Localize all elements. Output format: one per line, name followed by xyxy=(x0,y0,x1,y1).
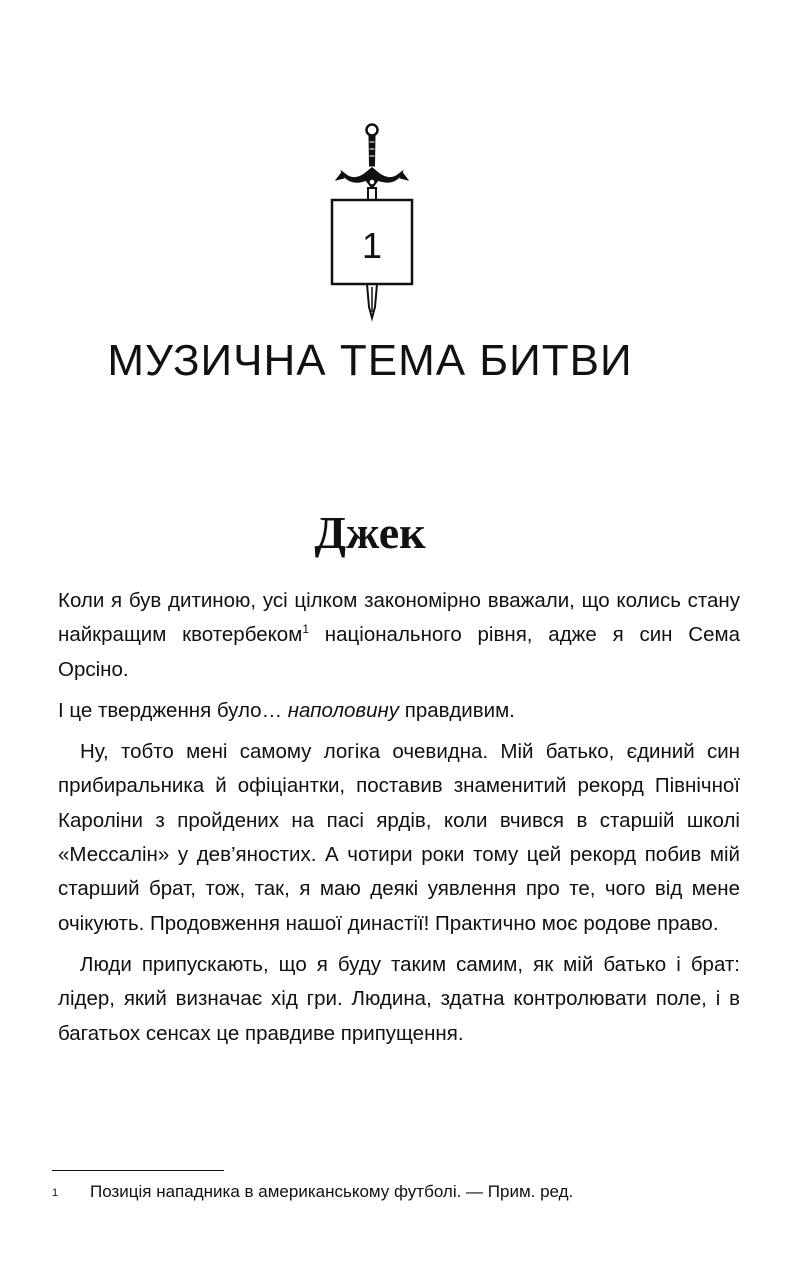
footnote-number: 1 xyxy=(52,1187,59,1199)
chapter-title: МУЗИЧНА ТЕМА БИТВИ xyxy=(107,336,633,385)
paragraph-text: Коли я був дитиною, усі цілком закономірно вважали, що колись стану найкращим квотербеком xyxy=(58,589,740,647)
footnote-separator xyxy=(52,1170,224,1171)
paragraph-text: національного рівня, адже я син Сема Орсіно. xyxy=(58,623,741,681)
paragraph: Люди припускають, що я буду таким самим, як мій батько і брат: лідер, який визначає хід гри. Людина, здатна контролювати поле, і в багатьох сенсах це правдиве припущення. xyxy=(58,952,740,1045)
pov-character-name: Джек xyxy=(314,507,426,558)
paragraph-text: правдивим. xyxy=(399,698,515,722)
body-text xyxy=(58,584,740,1051)
paragraph: Ну, тобто мені самому логіка очевидна. Мій батько, єдиний син прибиральника й офіціантки, поставив знаменитий рекорд Північної Кароліни з пройдених на пасі ярдів, коли вчився в старшій школі «Мессалін» у дев’яностих. А чотири роки тому цей рекорд побив мій старший брат, тож, так, я маю деякі уявлення про те, чого від мене очікують. Продовження нашої династії! Практично моє родове право. xyxy=(58,740,740,935)
footnote-text: Позиція нападника в американському футболі. — Прим. ред. xyxy=(90,1182,574,1201)
footnote-reference[interactable]: 1 xyxy=(302,622,309,637)
footnote xyxy=(52,1181,742,1203)
chapter-number: 1 xyxy=(361,225,383,266)
paragraph xyxy=(58,584,740,687)
emphasized-text: наполовину xyxy=(287,698,400,722)
chapter-emblem xyxy=(300,122,440,322)
paragraph xyxy=(58,694,740,728)
paragraph-text: І це твердження було… xyxy=(58,698,288,722)
